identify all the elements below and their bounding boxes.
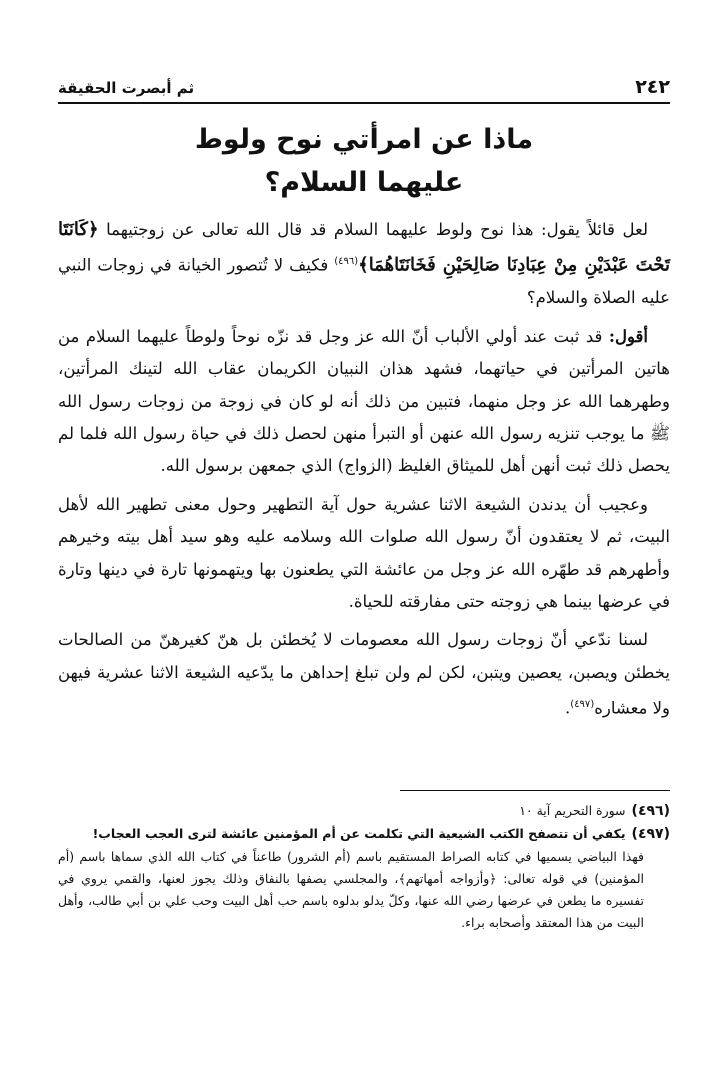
footnotes [58,800,670,935]
footnote-496 [58,800,670,822]
page-number: ٢٤٢ [635,76,670,98]
paragraph-2 [58,321,670,483]
paragraph-1 [58,214,670,315]
paragraph-2-text: قد ثبت عند أولي الألباب أنّ الله عز وجل قد نزّه نوحاً ولوطاً عليهما السلام من هاتين المرأتين في حياتهما، فشهد هذان النبيان الكريمان عقاب الله لتينك المرأتين، وطهرهما الله عز وجل منهما، فتبين من ذلك أنه لو كان في زوجة من زوجات رسول الله ﷺ ما يوجب تنزيه رسول الله عنهن أو التبرأ منهن لحصل ذلك في حياة رسول الله فلما لم يحصل ذلك ثبت أنهن أهل للميثاق الغليظ (الزواج) الذي جمعهن برسول الله. [58,326,670,476]
paragraph-1-text-a: لعل قائلاً يقول: هذا نوح ولوط عليهما السلام قد قال الله تعالى عن زوجتيهما [98,220,648,239]
chapter-title [58,118,670,204]
footnote-497-id: (٤٩٧) [631,826,670,842]
footnote-separator [400,790,670,791]
main-text [58,214,670,725]
paragraph-3: وعجيب أن يدندن الشيعة الاثنا عشرية حول آية التطهير وحول معنى تطهير الله لأهل البيت، ثم لا يعتقدون أنّ رسول الله صلوات الله وسلامه عليه وهو سيد أهل بيته وخيرهم وأطهرهم قد طهّره الله عز وجل من عائشة التي يطعنون بها ويتهمونها تارة في دينها وتارة في عرضها بينما هي زوجته حتى مفارقته للحياة. [58,494,670,611]
page-header [58,72,670,104]
footnote-ref-497: (٤٩٧) [570,699,595,711]
paragraph-4-end: . [565,698,571,718]
footnote-497-body: فهذا البياضي يسميها في كتابه الصراط المستقيم باسم (أم الشرور) طاعناً في كتاب الله الذي سماها باسم (أم المؤمنين) في قوله تعالى: ﴿وأزواجه أمهاتهم﴾، والمجلسي يصفها بالنفاق وذلك يجوز لعنها، والقمي يروي في تفسيره ما يطعن في عرضها رضي الله عنها، وكلّ يدلو بدلوه باسم حب أهل البيت وحب علي بن أبي طالب، وأهل البيت من هذا المعتقد وأصحابه براء. [58,849,644,930]
footnote-497-lead: يكفي أن تتصفح الكتب الشيعية التي تكلمت عن أم المؤمنين عائشة لترى العجب العجاب! [92,826,626,841]
footnote-ref-496: (٤٩٦) [334,256,359,268]
footnote-496-id: (٤٩٦) [631,803,670,819]
paragraph-1-text-b: فكيف لا تُتصور الخيانة في زوجات النبي عليه الصلاة والسلام؟ [58,255,670,308]
paragraph-4-text: لسنا ندّعي أنّ زوجات رسول الله معصومات لا يُخطئن بل هنّ كغيرهنّ من الصالحات يخطئن ويصبن، يعصين ويتبن، لكن لم ولن تبلغ إحداهن ما يدّعيه الشيعة الاثنا عشرية فيهن ولا معشاره [58,630,670,718]
paragraph-2-label: أقول: [608,326,648,346]
footnote-496-text: سورة التحريم آية ١٠ [519,803,626,818]
chapter-title-line-1: ماذا عن امرأتي نوح ولوط [194,124,534,155]
quran-verse: ﴿كَانَتَا تَحْتَ عَبْدَيْنِ مِنْ عِبَادِنَا صَالِحَيْنِ فَخَانَتَاهُمَا﴾ [58,219,670,276]
chapter-title-line-2: عليهما السلام؟ [264,167,464,198]
running-title: ثم أبصرت الحقيقة [58,79,195,97]
footnote-497 [58,823,670,845]
paragraph-4 [58,624,670,725]
